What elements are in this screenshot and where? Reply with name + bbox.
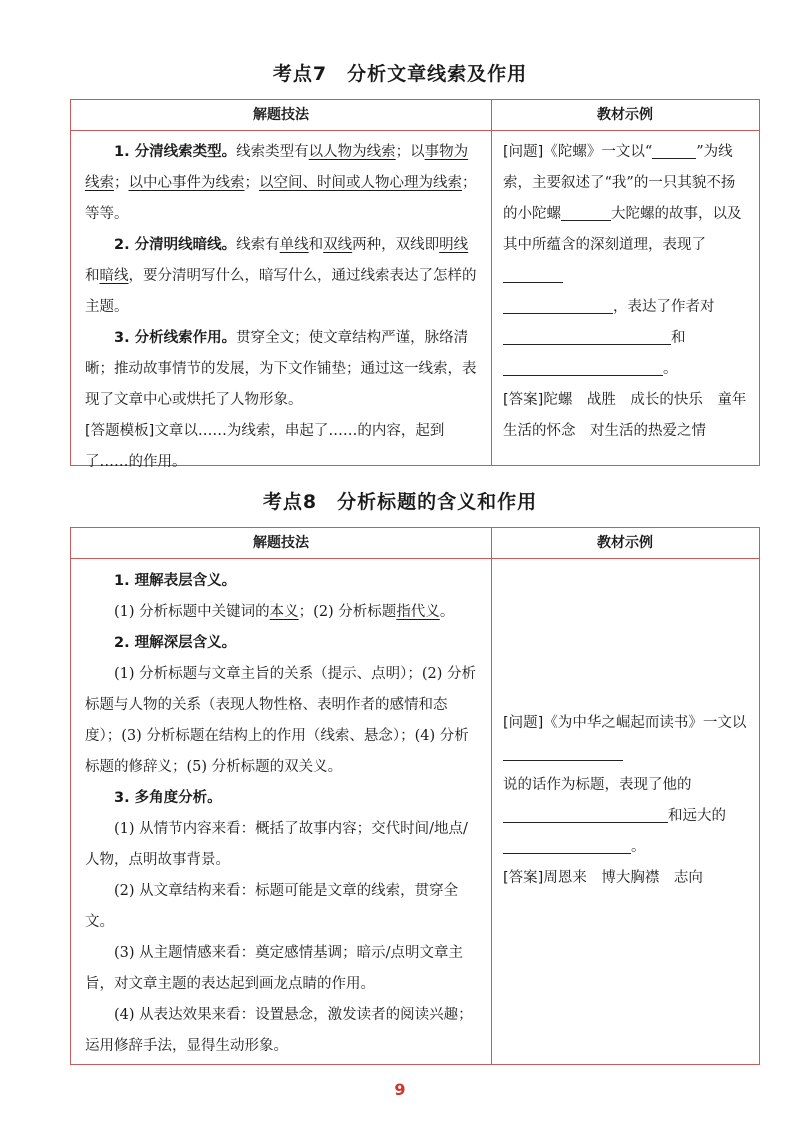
template-tag: [答题模板] [85,423,155,439]
answer-blank [503,839,631,855]
template-text: 文章以……为线索，串起了……的内容，起到了……的作用。 [85,423,445,470]
tip-text: 两种，双线即 [352,237,440,253]
step-3-point: (1) 从情节内容来看：概括了故事内容；交代时间/地点/人物，点明故事背景。 [85,821,468,868]
tip-text: 贯穿全文；使文章结构严谨，脉络清晰；推动故事情节的发展，为下文作铺垫；通过这一线索，表现了文章中心或烘托了人物形象。 [85,330,477,408]
question-text: 。 [663,361,678,377]
example-answer [503,863,749,894]
tip-1-heading: 1. 分清线索类型。 [114,144,237,160]
tip-text: ； [114,175,129,191]
section8-table [70,527,760,1065]
section8-techniques [85,566,479,1062]
answer-tag: [答案] [503,392,544,408]
tip-text: ； [244,175,259,191]
section8-header-left: 解题技法 [253,535,309,551]
tip-text: 和 [85,268,100,284]
column-divider [491,100,492,465]
step-text: 。 [439,604,455,620]
underlined-term: 事物为线索 [85,144,469,191]
underlined-term: 本义 [269,604,299,620]
tip-text: 线索有 [236,237,280,253]
step-3-point: (2) 从文章结构来看：标题可能是文章的线索，贯穿全文。 [85,883,459,930]
question-text: 说的话作为标题，表现了他的 [503,777,692,793]
question-text: 《为中华之崛起而读书》一文以 [543,715,747,731]
answer-blank [503,330,671,346]
underlined-term: 明线 [439,237,469,253]
tip-1 [85,137,479,230]
section7-table [70,99,760,470]
answer-blank [652,144,696,160]
question-tag: [问题] [503,144,544,160]
step-1-text [85,597,479,628]
section8-title: 考点8 分析标题的含义和作用 [262,491,538,513]
answer-text: 陀螺 战胜 成长的快乐 童年生活的怀念 对生活的热爱之情 [503,392,747,439]
section8-header-right: 教材示例 [597,535,653,551]
answer-blank [503,361,663,377]
question-text: 《陀螺》一文以“ [543,144,653,160]
header-divider [71,130,759,131]
section7-techniques [85,137,479,478]
tip-text: ；等等。 [85,175,477,222]
step-text: (1) 分析标题中关键词的 [114,604,270,620]
underlined-term: 单线 [279,237,309,253]
underlined-term: 以中心事件为线索 [128,175,245,191]
question-text: 和远大的 [668,808,726,824]
underlined-term: 指代义 [396,604,440,620]
step-2-text: (1) 分析标题与文章主旨的关系（提示、点明）；(2) 分析标题与人物的关系（表现人物性格、表明作者的感情和态度）；(3) 分析标题在结构上的作用（线索、悬念）；(4) 分析标题的修辞义；(5) 分析标题的双关义。 [85,666,477,775]
section8-example [503,708,749,894]
underlined-term: 双线 [323,237,353,253]
step-2-heading: 2. 理解深层含义。 [114,635,237,651]
page-number: 9 [394,1080,406,1099]
section7-header-right: 教材示例 [597,107,653,123]
underlined-term: 以人物为线索 [308,144,396,160]
section7-example [503,137,749,447]
question-text: 。 [631,839,646,855]
example-question [503,137,749,385]
step-3-point: (4) 从表达效果来看：设置悬念，激发读者的阅读兴趣；运用修辞手法，显得生动形象。 [85,1007,473,1054]
answer-blank [561,206,611,222]
header-divider [71,558,759,559]
tip-text: 和 [308,237,324,253]
question-text: 和 [671,330,686,346]
step-1-heading: 1. 理解表层含义。 [114,573,237,589]
example-question [503,708,749,863]
answer-text: 周恩来 博大胸襟 志向 [543,870,703,886]
answer-blank [503,808,668,824]
question-text: 大陀螺的故事，以及其中所蕴含的深刻道理，表现了 [503,206,742,253]
example-answer [503,385,749,447]
question-tag: [问题] [503,715,544,731]
step-text: ；(2) 分析标题 [298,604,397,620]
tip-text: 线索类型有 [236,144,309,160]
question-text: ”为线索，主要叙述了“我”的一只其貌不扬的小陀螺 [503,144,736,222]
answer-blank [503,299,613,315]
column-divider [491,528,492,1064]
tip-text: ，要分清明写什么，暗写什么，通过线索表达了怎样的主题。 [85,268,477,315]
question-text: ，表达了作者对 [613,299,715,315]
tip-3 [85,323,479,416]
step-3-heading: 3. 多角度分析。 [114,790,222,806]
section7-header-left: 解题技法 [253,107,309,123]
step-3-point: (3) 从主题情感来看：奠定感情基调；暗示/点明文章主旨，对文章主题的表达起到画龙点睛的作用。 [85,945,464,992]
tip-text: ；以 [395,144,425,160]
section7-title: 考点7 分析文章线索及作用 [272,63,528,85]
tip-2-heading: 2. 分清明线暗线。 [114,237,237,253]
underlined-term: 暗线 [99,268,129,284]
tip-2 [85,230,479,323]
answer-template [85,416,479,478]
underlined-term: 以空间、时间或人物心理为线索 [259,175,462,191]
answer-blank [503,268,563,284]
answer-blank [503,746,623,762]
answer-tag: [答案] [503,870,544,886]
tip-3-heading: 3. 分析线索作用。 [114,330,237,346]
